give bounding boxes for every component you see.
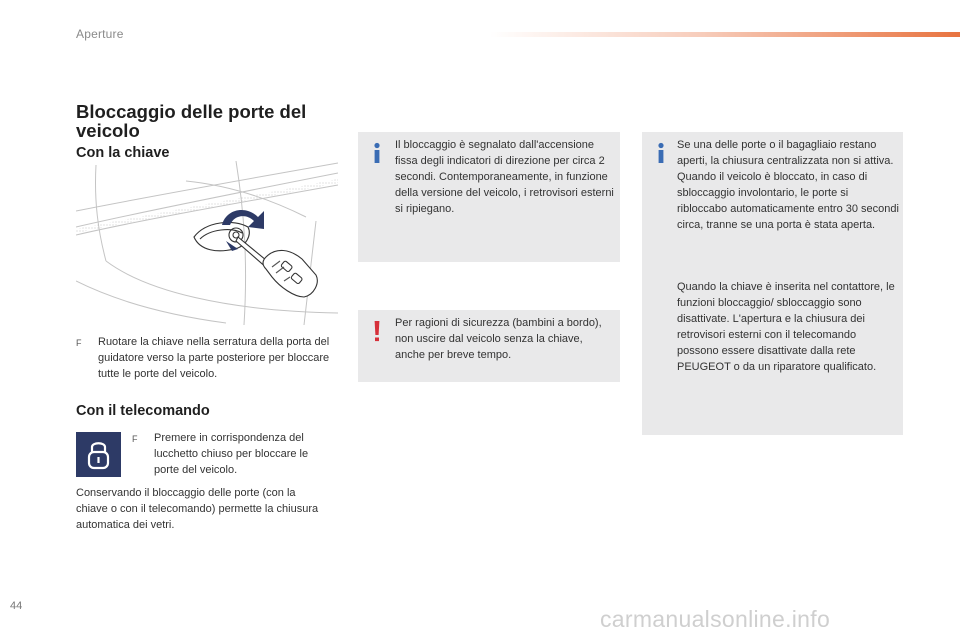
bullet-marker: F bbox=[76, 338, 82, 348]
info-box-indicators-text: Il bloccaggio è segnalato dall'accensione fissa degli indicatori di direzione per circa 2 secondi. Contemporaneamente, in funzione della versione del veicolo, i retrovisori esterni si ripiegano. bbox=[395, 139, 614, 215]
padlock-closed-icon bbox=[76, 432, 121, 477]
info-icon bbox=[654, 142, 668, 164]
bullet-marker: F bbox=[132, 434, 138, 444]
warning-box-safety bbox=[358, 310, 620, 382]
header-gradient-rule bbox=[490, 32, 960, 37]
key-in-door-lock-illustration bbox=[76, 161, 338, 325]
warning-exclamation-icon bbox=[370, 320, 384, 342]
page-number: 44 bbox=[10, 600, 23, 612]
info-box-doors-paragraph-2: Quando la chiave è inserita nel contattore, le funzioni bloccaggio/ sbloccaggio sono disattivate. L'apertura e la chiusura dei retrovisori esterni con il telecomando possono essere disattivate dalla rete PEUGEOT o da un riparatore qualificato. bbox=[677, 281, 895, 373]
window-closing-paragraph: Conservando il bloccaggio delle porte (con la chiave o con il telecomando) permette la chiusura automatica dei vetri. bbox=[76, 487, 319, 531]
watermark: carmanualsonline.info bbox=[600, 606, 831, 632]
info-box-doors-paragraph-1: Se una delle porte o il bagagliaio restano aperti, la chiusura centralizzata non si attiva. Quando il veicolo è bloccato, in caso di sbloccaggio involontario, le porte si ribloccabo automaticamente entro 30 secondi circa, tranne se una porta è stata aperta. bbox=[677, 139, 899, 231]
remote-instruction-text: Premere in corrispondenza del lucchetto chiuso per bloccare le porte del veicolo. bbox=[154, 432, 309, 476]
info-box-indicators bbox=[358, 132, 620, 262]
info-box-doors bbox=[642, 132, 903, 435]
key-instruction-bullet bbox=[76, 334, 336, 382]
remote-instruction-bullet bbox=[132, 430, 332, 478]
remote-lock-button-tile bbox=[76, 432, 121, 477]
warning-box-safety-text: Per ragioni di sicurezza (bambini a bordo), non uscire dal veicolo senza la chiave, anche per breve tempo. bbox=[395, 317, 602, 361]
remote-section-heading: Con il telecomando bbox=[76, 403, 210, 419]
key-section-heading: Con la chiave bbox=[76, 145, 170, 161]
section-label: Aperture bbox=[76, 27, 124, 41]
key-instruction-text: Ruotare la chiave nella serratura della porta del guidatore verso la parte posteriore per bloccare tutte le porte del veicolo. bbox=[98, 336, 330, 380]
info-icon bbox=[370, 142, 384, 164]
page-title: Bloccaggio delle porte del veicolo bbox=[76, 101, 307, 141]
